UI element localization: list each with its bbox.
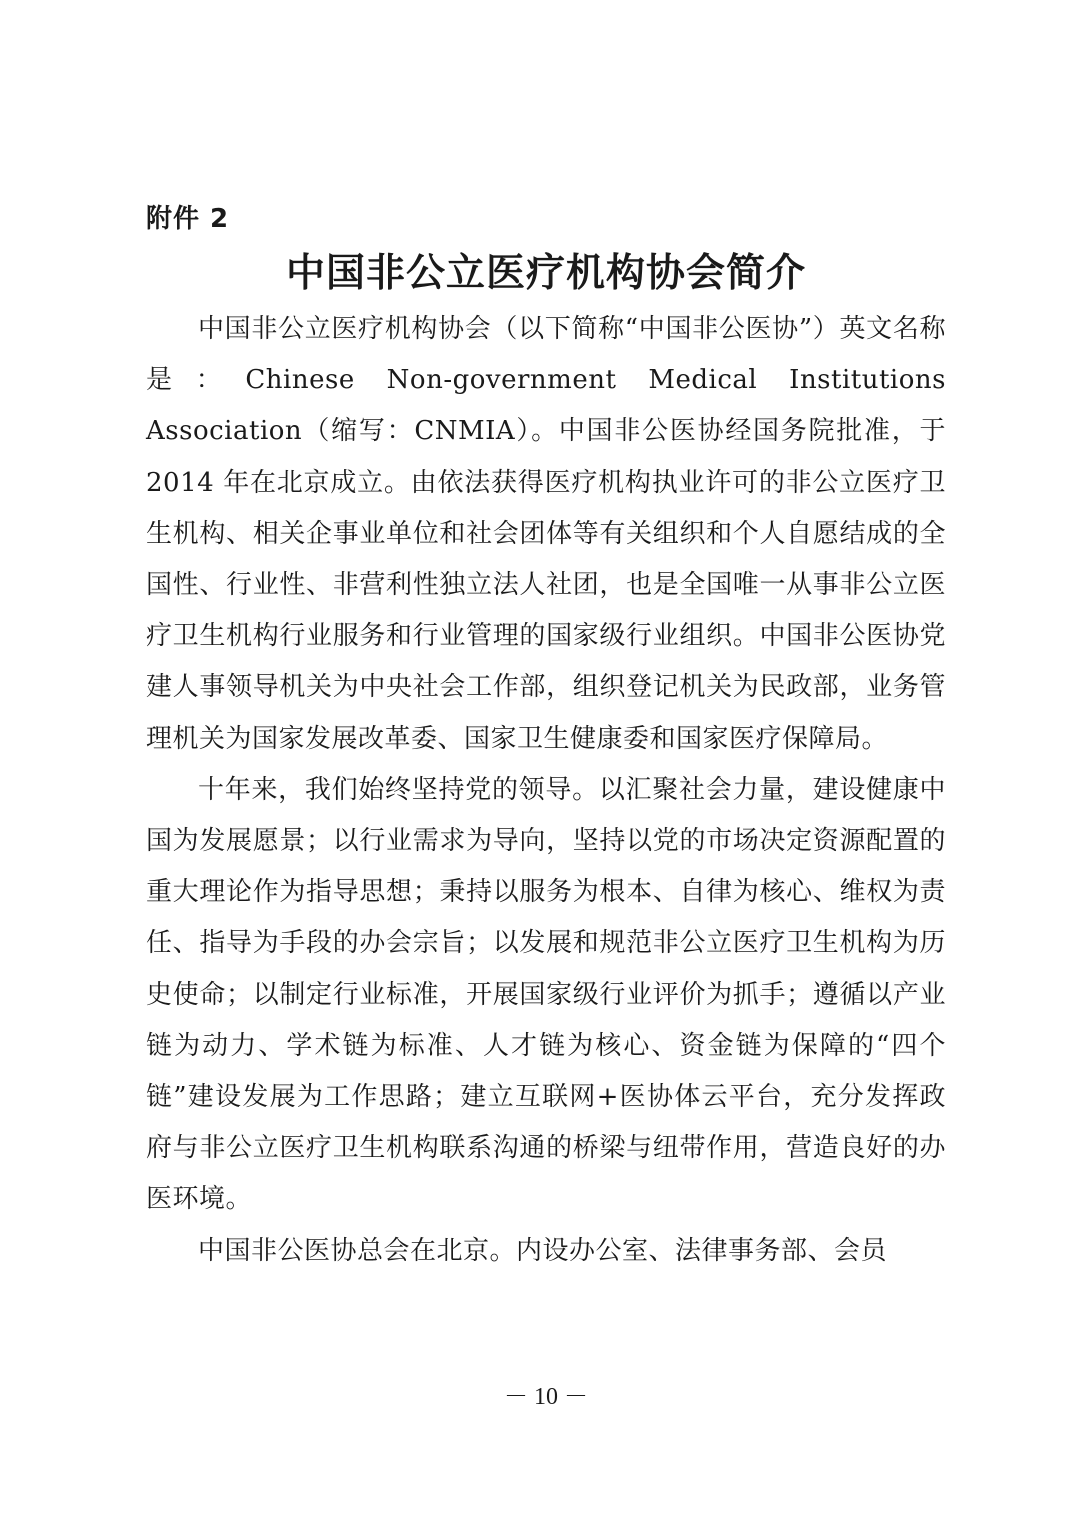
paragraph-organization: 中国非公医协总会在北京。内设办公室、法律事务部、会员 bbox=[198, 1235, 888, 1266]
document-title: 中国非公立医疗机构协会简介 bbox=[285, 251, 806, 296]
attachment-label: 附件 2 bbox=[146, 204, 230, 234]
body-text bbox=[146, 304, 946, 1277]
paragraph-introduction: 中国非公立医疗机构协会（以下简称“中国非公医协”）英文名称是：Chinese Non-government Medical Institutions Association（缩写：CNMIA）。中国非公医协经国务院批准，于 2014 年在北京成立。由依法获得医疗机构执业许可的非公立医疗卫生机构、相关企事业单位和社会团体等有关组织和个人自愿结成的全国性、行业性、非营利性独立法人社团，也是全国唯一从事非公立医疗卫生机构行业服务和行业管理的国家级行业组织。中国非公医协党建人事领导机关为中央社会工作部，组织登记机关为民政部，业务管理机关为国家发展改革委、国家卫生健康委和国家医疗保障局。 bbox=[146, 314, 946, 754]
page-number: － 10 － bbox=[504, 1384, 588, 1410]
paragraph-decade-review: 十年来，我们始终坚持党的领导。以汇聚社会力量，建设健康中国为发展愿景；以行业需求为导向，坚持以党的市场决定资源配置的重大理论作为指导思想；秉持以服务为根本、自律为核心、维权为责任、指导为手段的办会宗旨；以发展和规范非公立医疗卫生机构为历史使命；以制定行业标准，开展国家级行业评价为抓手；遵循以产业链为动力、学术链为标准、人才链为核心、资金链为保障的“四个链”建设发展为工作思路；建立互联网+医协体云平台，充分发挥政府与非公立医疗卫生机构联系沟通的桥梁与纽带作用，营造良好的办医环境。 bbox=[146, 774, 946, 1215]
